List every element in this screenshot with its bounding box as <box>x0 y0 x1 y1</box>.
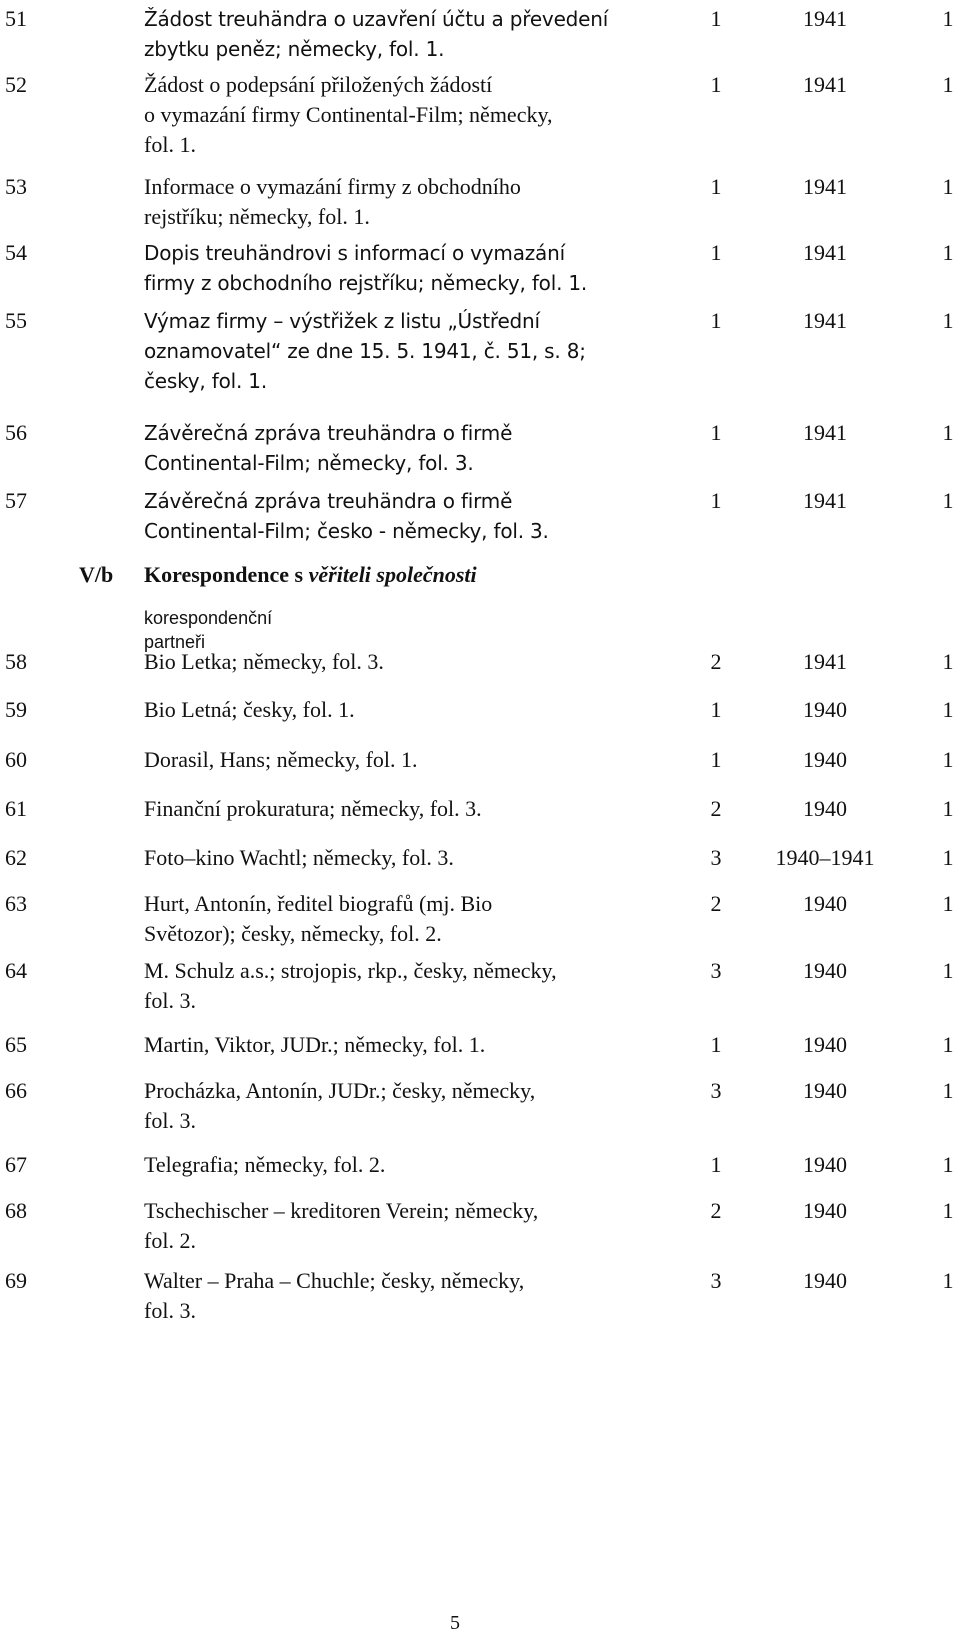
unit-column: 1 <box>942 747 954 772</box>
unit-column: 1 <box>942 1268 954 1293</box>
item-description <box>144 647 674 677</box>
description-line: Tschechischer – kreditoren Verein; německy, <box>144 1198 539 1223</box>
section-code: V/b <box>79 562 114 587</box>
count-column: 2 <box>710 1198 722 1223</box>
description-line: fol. 3. <box>144 1108 196 1133</box>
count-column: 1 <box>710 697 722 722</box>
count-column: 2 <box>710 891 722 916</box>
unit-column: 1 <box>942 796 954 821</box>
unit-column: 1 <box>942 1078 954 1103</box>
count-column: 1 <box>710 174 722 199</box>
unit-column: 1 <box>942 72 954 97</box>
count-column: 1 <box>710 1032 722 1057</box>
year-column: 1940 <box>803 747 847 772</box>
description-line: Výmaz firmy – výstřižek z listu „Ústřední <box>144 309 540 333</box>
description-line: oznamovatel“ ze dne 15. 5. 1941, č. 51, s. 8; <box>144 339 586 363</box>
item-number: 67 <box>5 1152 27 1177</box>
item-description <box>144 843 674 873</box>
unit-column: 1 <box>942 308 954 333</box>
description-line: fol. 3. <box>144 988 196 1013</box>
description-line: Závěrečná zpráva treuhändra o firmě <box>144 421 513 445</box>
item-number: 59 <box>5 697 27 722</box>
unit-column: 1 <box>942 6 954 31</box>
item-description <box>144 889 674 949</box>
description-line: zbytku peněz; německy, fol. 1. <box>144 37 445 61</box>
count-column: 2 <box>710 796 722 821</box>
count-column: 1 <box>710 308 722 333</box>
section-title-italic: věřiteli společnosti <box>308 562 477 587</box>
year-column: 1941 <box>803 420 847 445</box>
year-column: 1940 <box>803 891 847 916</box>
item-number: 68 <box>5 1198 27 1223</box>
section-title-plain: Korespondence s <box>144 562 309 587</box>
description-line: Bio Letka; německy, fol. 3. <box>144 649 384 674</box>
unit-column: 1 <box>942 958 954 983</box>
item-description <box>144 956 674 1016</box>
item-number: 57 <box>5 488 27 513</box>
description-line: Dorasil, Hans; německy, fol. 1. <box>144 747 418 772</box>
description-line: Telegrafia; německy, fol. 2. <box>144 1152 386 1177</box>
item-description <box>144 70 674 160</box>
year-column: 1940–1941 <box>775 845 875 870</box>
item-description <box>144 794 674 824</box>
description-line: Continental-Film; česko - německy, fol. 3. <box>144 519 549 543</box>
description-line: fol. 1. <box>144 132 196 157</box>
unit-column: 1 <box>942 174 954 199</box>
year-column: 1941 <box>803 6 847 31</box>
item-number: 52 <box>5 72 27 97</box>
description-line: fol. 2. <box>144 1228 196 1253</box>
unit-column: 1 <box>942 420 954 445</box>
unit-column: 1 <box>942 891 954 916</box>
count-column: 1 <box>710 72 722 97</box>
year-column: 1941 <box>803 72 847 97</box>
item-number: 60 <box>5 747 27 772</box>
unit-column: 1 <box>942 1032 954 1057</box>
count-column: 3 <box>710 845 722 870</box>
year-column: 1940 <box>803 697 847 722</box>
year-column: 1941 <box>803 174 847 199</box>
description-line: Bio Letná; česky, fol. 1. <box>144 697 355 722</box>
description-line: Dopis treuhändrovi s informací o vymazání <box>144 241 565 265</box>
item-number: 55 <box>5 308 27 333</box>
item-number: 56 <box>5 420 27 445</box>
item-description <box>144 1076 674 1136</box>
item-number: 53 <box>5 174 27 199</box>
item-number: 69 <box>5 1268 27 1293</box>
item-number: 61 <box>5 796 27 821</box>
description-line: Procházka, Antonín, JUDr.; česky, německy, <box>144 1078 536 1103</box>
year-column: 1940 <box>803 1198 847 1223</box>
year-column: 1941 <box>803 240 847 265</box>
item-description <box>144 306 674 396</box>
count-column: 2 <box>710 649 722 674</box>
item-description <box>144 1196 674 1256</box>
description-line: o vymazání firmy Continental-Film; německy, <box>144 102 553 127</box>
year-column: 1941 <box>803 308 847 333</box>
count-column: 3 <box>710 1078 722 1103</box>
item-number: 58 <box>5 649 27 674</box>
unit-column: 1 <box>942 649 954 674</box>
year-column: 1940 <box>803 1032 847 1057</box>
item-description <box>144 695 674 725</box>
item-description <box>144 1030 674 1060</box>
description-line: Hurt, Antonín, ředitel biografů (mj. Bio <box>144 891 493 916</box>
year-column: 1941 <box>803 488 847 513</box>
description-line: Žádost treuhändra o uzavření účtu a převedení <box>144 7 609 31</box>
section-title <box>144 560 477 590</box>
item-number: 51 <box>5 6 27 31</box>
description-line: Foto–kino Wachtl; německy, fol. 3. <box>144 845 454 870</box>
item-number: 62 <box>5 845 27 870</box>
unit-column: 1 <box>942 697 954 722</box>
count-column: 1 <box>710 747 722 772</box>
count-column: 1 <box>710 1152 722 1177</box>
section-subtitle: korespondenční partneři <box>144 608 273 652</box>
item-number: 66 <box>5 1078 27 1103</box>
item-description <box>144 1266 674 1326</box>
description-line: Informace o vymazání firmy z obchodního <box>144 174 521 199</box>
year-column: 1940 <box>803 958 847 983</box>
item-description <box>144 418 674 478</box>
item-description <box>144 745 674 775</box>
item-number: 63 <box>5 891 27 916</box>
count-column: 3 <box>710 958 722 983</box>
description-line: Žádost o podepsání přiložených žádostí <box>144 72 493 97</box>
item-number: 54 <box>5 240 27 265</box>
unit-column: 1 <box>942 488 954 513</box>
year-column: 1940 <box>803 1268 847 1293</box>
description-line: Závěrečná zpráva treuhändra o firmě <box>144 489 513 513</box>
description-line: česky, fol. 1. <box>144 369 267 393</box>
count-column: 1 <box>710 420 722 445</box>
description-line: Continental-Film; německy, fol. 3. <box>144 451 474 475</box>
item-description <box>144 4 674 64</box>
year-column: 1941 <box>803 649 847 674</box>
year-column: 1940 <box>803 796 847 821</box>
description-line: rejstříku; německy, fol. 1. <box>144 204 370 229</box>
year-column: 1940 <box>803 1078 847 1103</box>
unit-column: 1 <box>942 1198 954 1223</box>
description-line: Walter – Praha – Chuchle; česky, německy, <box>144 1268 525 1293</box>
item-description <box>144 486 674 546</box>
count-column: 1 <box>710 240 722 265</box>
item-description <box>144 172 674 232</box>
item-description <box>144 1150 674 1180</box>
item-number: 65 <box>5 1032 27 1057</box>
unit-column: 1 <box>942 240 954 265</box>
item-description <box>144 238 674 298</box>
description-line: Finanční prokuratura; německy, fol. 3. <box>144 796 482 821</box>
description-line: M. Schulz a.s.; strojopis, rkp., česky, německy, <box>144 958 557 983</box>
description-line: fol. 3. <box>144 1298 196 1323</box>
unit-column: 1 <box>942 845 954 870</box>
count-column: 3 <box>710 1268 722 1293</box>
description-line: firmy z obchodního rejstříku; německy, fol. 1. <box>144 271 588 295</box>
page-number: 5 <box>450 1612 460 1634</box>
count-column: 1 <box>710 488 722 513</box>
year-column: 1940 <box>803 1152 847 1177</box>
item-number: 64 <box>5 958 27 983</box>
unit-column: 1 <box>942 1152 954 1177</box>
description-line: Světozor); česky, německy, fol. 2. <box>144 921 442 946</box>
description-line: Martin, Viktor, JUDr.; německy, fol. 1. <box>144 1032 486 1057</box>
count-column: 1 <box>710 6 722 31</box>
